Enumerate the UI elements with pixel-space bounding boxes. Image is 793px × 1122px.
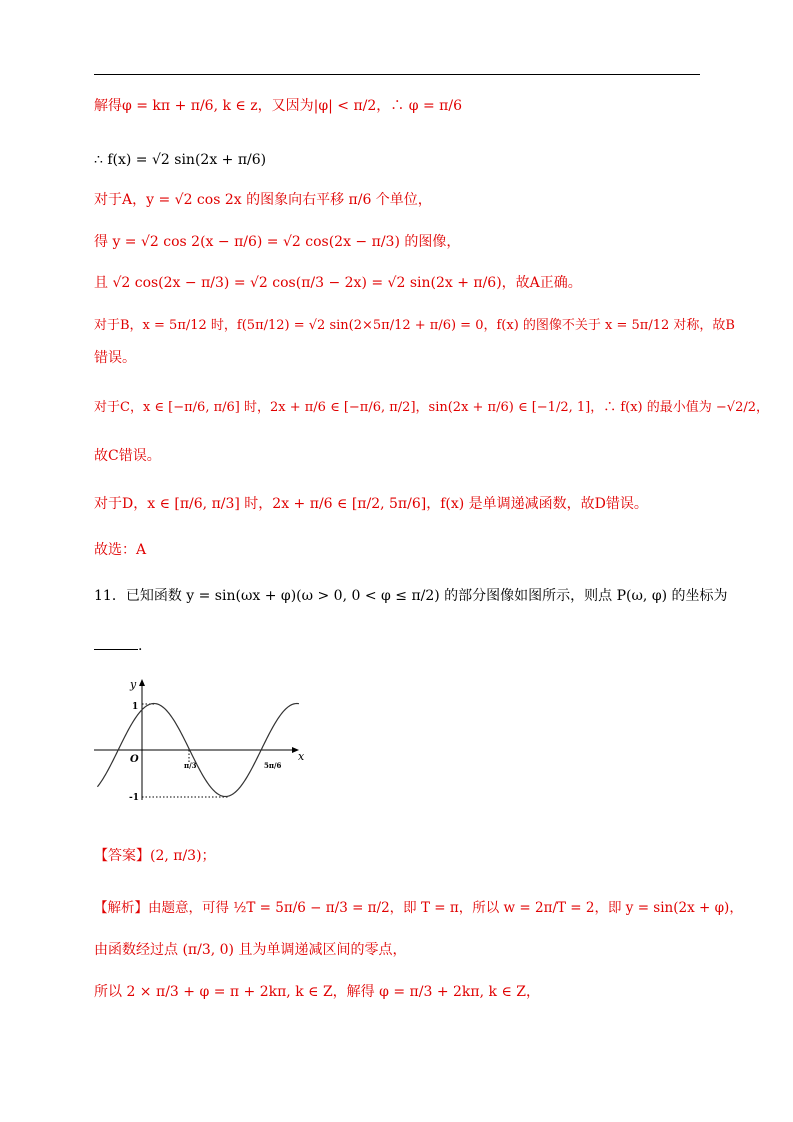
tick-label-pi3: π/3: [184, 761, 197, 770]
tick-label-1: 1: [132, 702, 139, 712]
answer-blank: [94, 649, 138, 650]
option-a-line-3: 且 √2 cos(2x − π/3) = √2 cos(π/3 − 2x) = √2 sin(2x + π/6)，故A正确。: [94, 275, 582, 291]
choice-line: 故选：A: [94, 542, 147, 558]
analysis-line-1: 【解析】由题意，可得 ½T = 5π/6 − π/3 = π/2，即 T = π，所以 w = 2π/T = 2，即 y = sin(2x + φ)，: [94, 900, 743, 916]
tick-label-neg1: -1: [129, 793, 139, 803]
sine-graph: [92, 674, 312, 804]
answer-line: 【答案】(2, π/3)；: [94, 848, 216, 864]
y-axis-label: y: [130, 678, 137, 691]
option-c-line-2: 故C错误。: [94, 448, 161, 464]
tick-label-5pi6: 5π/6: [264, 761, 282, 770]
x-axis-label: x: [298, 750, 305, 763]
option-a-line-1: 对于A，y = √2 cos 2x 的图象向右平移 π/6 个单位，: [94, 192, 432, 208]
option-b-line-1: 对于B，x = 5π/12 时，f(5π/12) = √2 sin(2×5π/12 + π/6) = 0，f(x) 的图像不关于 x = 5π/12 对称，故B: [94, 318, 735, 333]
question-11-blank: [94, 636, 142, 656]
header-rule: [94, 74, 700, 75]
solution-line-2: ∴ f(x) = √2 sin(2x + π/6): [94, 152, 267, 168]
option-b-line-2: 错误。: [94, 350, 136, 366]
question-11: 11．已知函数 y = sin(ωx + φ)(ω > 0, 0 < φ ≤ π/2) 的部分图像如图所示，则点 P(ω, φ) 的坐标为: [94, 588, 728, 604]
analysis-line-3: 所以 2 × π/3 + φ = π + 2kπ, k ∈ Z，解得 φ = π/3 + 2kπ, k ∈ Z，: [94, 984, 540, 1000]
origin-label: O: [130, 754, 139, 765]
analysis-line-2: 由函数经过点 (π/3, 0) 且为单调递减区间的零点，: [94, 942, 407, 958]
y-axis-arrow: [139, 679, 145, 686]
option-a-line-2: 得 y = √2 cos 2(x − π/6) = √2 cos(2x − π/3) 的图像，: [94, 234, 461, 250]
solution-line-1: 解得φ = kπ + π/6, k ∈ z，又因为|φ| < π/2，∴ φ = π/6: [94, 98, 462, 114]
option-c-line-1: 对于C，x ∈ [−π/6, π/6] 时，2x + π/6 ∈ [−π/6, π/2]，sin(2x + π/6) ∈ [−1/2, 1]，∴ f(x) 的最小值为 −√2/2，: [94, 400, 769, 415]
option-d-line: 对于D，x ∈ [π/6, π/3] 时，2x + π/6 ∈ [π/2, 5π/6]，f(x) 是单调递减函数，故D错误。: [94, 496, 648, 512]
blank-period: .: [138, 638, 143, 654]
